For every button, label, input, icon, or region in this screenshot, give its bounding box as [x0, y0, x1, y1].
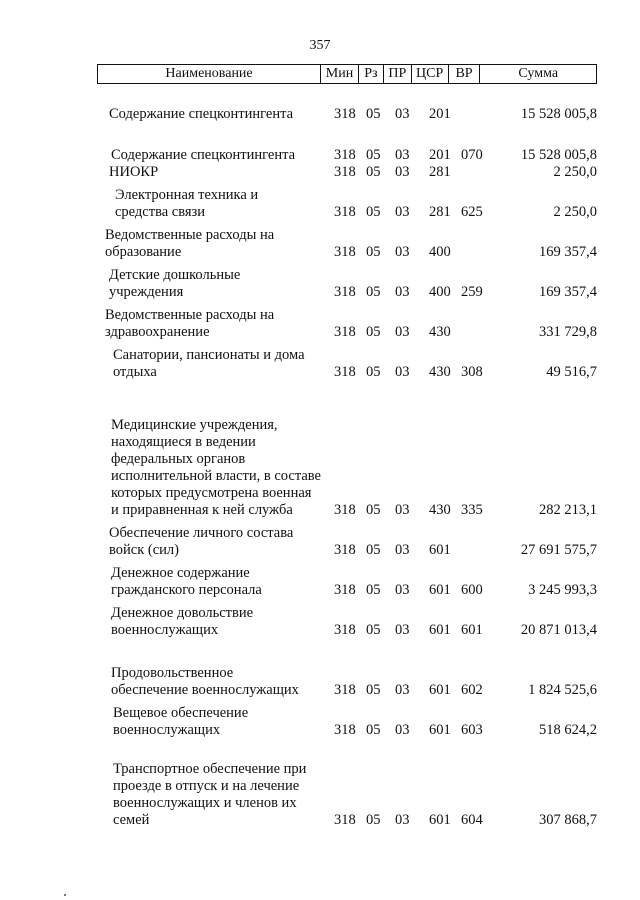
row-pr: 03: [395, 582, 410, 598]
row-rz: 05: [366, 682, 381, 698]
table-row: [0, 106, 640, 123]
row-sum: 15 528 005,8: [520, 106, 597, 122]
row-csr: 400: [429, 284, 451, 300]
row-rz: 05: [366, 324, 381, 340]
row-rz: 05: [366, 164, 381, 180]
row-pr: 03: [395, 622, 410, 638]
row-rz: 05: [366, 204, 381, 220]
row-min: 318: [334, 582, 356, 598]
row-min: 318: [334, 284, 356, 300]
row-name: Содержание спецконтингента: [111, 147, 296, 163]
row-sum: 2 250,0: [553, 164, 597, 180]
row-name: Вещевое обеспечение военнослужащих: [113, 705, 249, 738]
row-name: Медицинские учреждения, находящиеся в ведении федеральных органов исполнительной власти, в составе которых предусмотрена военная и приравненная к ней служба: [111, 417, 321, 518]
row-csr: 601: [429, 542, 451, 558]
row-csr: 430: [429, 324, 451, 340]
row-sum: 3 245 993,3: [528, 582, 597, 598]
table-row: [0, 147, 640, 164]
row-pr: 03: [395, 542, 410, 558]
row-rz: 05: [366, 502, 381, 518]
row-sum: 169 357,4: [539, 284, 597, 300]
row-pr: 03: [395, 812, 410, 828]
table-row: [0, 665, 640, 699]
row-sum: 20 871 013,4: [520, 622, 597, 638]
row-codes: [0, 502, 640, 519]
row-sum: 518 624,2: [539, 722, 597, 738]
row-pr: 03: [395, 244, 410, 260]
row-name: Детские дошкольные учреждения: [109, 267, 241, 300]
row-name: Ведомственные расходы на здравоохранение: [105, 307, 275, 340]
row-name: Электронная техника и средства связи: [115, 187, 259, 220]
row-min: 318: [334, 244, 356, 260]
row-sum: 169 357,4: [539, 244, 597, 260]
row-csr: 201: [429, 147, 451, 163]
row-rz: 05: [366, 244, 381, 260]
table-row: [0, 525, 640, 559]
page-number: 357: [309, 38, 331, 53]
row-name: Обеспечение личного состава войск (сил): [109, 525, 294, 558]
row-sum: 307 868,7: [539, 812, 597, 828]
row-pr: 03: [395, 682, 410, 698]
row-rz: 05: [366, 284, 381, 300]
row-min: 318: [334, 106, 356, 122]
header-csr: ЦСР: [411, 65, 448, 83]
row-sum: 27 691 575,7: [520, 542, 597, 558]
header-min: Мин: [320, 65, 358, 83]
row-vr: 259: [461, 284, 483, 300]
row-name: Денежное содержание гражданского персонала: [111, 565, 262, 598]
header-name: Наименование: [165, 66, 253, 81]
table-row: [0, 164, 640, 181]
row-rz: 05: [366, 722, 381, 738]
row-sum: 49 516,7: [546, 364, 597, 380]
row-name: Транспортное обеспечение при проезде в отпуск и на лечение военнослужащих и членов их семей: [113, 761, 307, 828]
row-codes: [0, 244, 640, 261]
table-row: [0, 605, 640, 639]
row-codes: [0, 622, 640, 639]
row-codes: [0, 812, 640, 829]
row-name: НИОКР: [109, 164, 159, 180]
row-vr: 602: [461, 682, 483, 698]
table-row: [0, 761, 640, 829]
scan-mark: [64, 894, 66, 896]
table-row: [0, 227, 640, 261]
table-row: [0, 347, 640, 381]
row-name: Санатории, пансионаты и дома отдыха: [113, 347, 305, 380]
header-vr: ВР: [448, 65, 480, 83]
row-sum: 15 528 005,8: [520, 147, 597, 163]
table-header: [97, 64, 597, 84]
table-row: [0, 705, 640, 739]
row-sum: 331 729,8: [539, 324, 597, 340]
table-row: [0, 417, 640, 519]
row-pr: 03: [395, 284, 410, 300]
row-name: Денежное довольствие военнослужащих: [111, 605, 254, 638]
row-csr: 201: [429, 106, 451, 122]
row-csr: 281: [429, 164, 451, 180]
row-name: Содержание спецконтингента: [109, 106, 294, 122]
row-sum: 2 250,0: [553, 204, 597, 220]
row-min: 318: [334, 164, 356, 180]
row-rz: 05: [366, 147, 381, 163]
row-csr: 601: [429, 812, 451, 828]
row-codes: [0, 364, 640, 381]
row-codes: [0, 722, 640, 739]
row-min: 318: [334, 722, 356, 738]
row-codes: [0, 284, 640, 301]
table-row: [0, 267, 640, 301]
table-row: [0, 307, 640, 341]
row-name: Ведомственные расходы на образование: [105, 227, 275, 260]
row-vr: 308: [461, 364, 483, 380]
row-name: Продовольственное обеспечение военнослужащих: [111, 665, 299, 698]
row-csr: 281: [429, 204, 451, 220]
row-min: 318: [334, 542, 356, 558]
row-codes: [0, 582, 640, 599]
row-pr: 03: [395, 106, 410, 122]
row-min: 318: [334, 324, 356, 340]
row-rz: 05: [366, 622, 381, 638]
row-csr: 601: [429, 582, 451, 598]
row-csr: 601: [429, 622, 451, 638]
row-vr: 625: [461, 204, 483, 220]
row-codes: [0, 682, 640, 699]
header-rz: Рз: [358, 65, 383, 83]
row-csr: 400: [429, 244, 451, 260]
row-min: 318: [334, 812, 356, 828]
row-vr: 600: [461, 582, 483, 598]
row-codes: [0, 542, 640, 559]
row-codes: [0, 147, 640, 164]
row-pr: 03: [395, 364, 410, 380]
row-pr: 03: [395, 722, 410, 738]
row-vr: 603: [461, 722, 483, 738]
row-sum: 282 213,1: [539, 502, 597, 518]
row-pr: 03: [395, 204, 410, 220]
row-codes: [0, 204, 640, 221]
header-sum: Сумма: [479, 65, 596, 83]
row-pr: 03: [395, 147, 410, 163]
row-codes: [0, 106, 640, 123]
row-codes: [0, 164, 640, 181]
row-csr: 430: [429, 364, 451, 380]
row-rz: 05: [366, 582, 381, 598]
row-rz: 05: [366, 812, 381, 828]
row-csr: 430: [429, 502, 451, 518]
table-row: [0, 565, 640, 599]
row-codes: [0, 324, 640, 341]
header-pr: ПР: [383, 65, 411, 83]
row-min: 318: [334, 502, 356, 518]
row-rz: 05: [366, 542, 381, 558]
row-min: 318: [334, 204, 356, 220]
row-rz: 05: [366, 106, 381, 122]
row-pr: 03: [395, 164, 410, 180]
row-vr: 601: [461, 622, 483, 638]
row-pr: 03: [395, 502, 410, 518]
row-min: 318: [334, 622, 356, 638]
row-pr: 03: [395, 324, 410, 340]
row-min: 318: [334, 682, 356, 698]
row-vr: 335: [461, 502, 483, 518]
row-min: 318: [334, 364, 356, 380]
row-min: 318: [334, 147, 356, 163]
row-vr: 070: [461, 147, 483, 163]
row-csr: 601: [429, 682, 451, 698]
row-csr: 601: [429, 722, 451, 738]
row-sum: 1 824 525,6: [528, 682, 597, 698]
row-rz: 05: [366, 364, 381, 380]
row-vr: 604: [461, 812, 483, 828]
table-row: [0, 187, 640, 221]
